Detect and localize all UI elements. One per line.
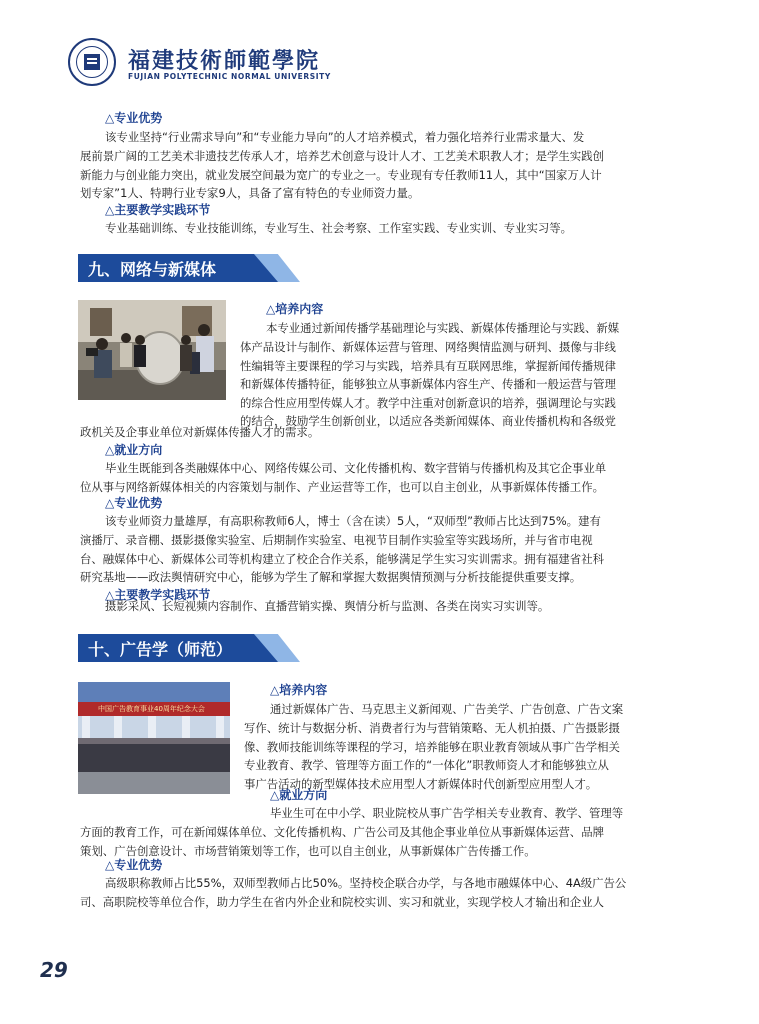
sec8-practice-heading: △主要教学实践环节 — [105, 203, 211, 217]
sec8-advantage-heading: △专业优势 — [105, 111, 163, 125]
text-line: 和新媒体传播特征，能够独立从事新媒体内容生产、传播和一般运营与管理 — [240, 377, 616, 392]
text-line: 展前景广阔的工艺美术非遗技艺传承人才，培养艺术创意与设计人才、工艺美术职教人才；是学生实践创 — [80, 149, 604, 163]
sec9-career-text — [105, 459, 690, 478]
text-line: 台、融媒体中心、新媒体公司等机构建立了校企合作关系，能够满足学生实习实训需求。拥有福建省社科 — [80, 551, 604, 566]
sec10-cultivate-text-cont — [244, 719, 690, 793]
section-title-text: 十、广告学（师范） — [88, 640, 233, 659]
school-header — [68, 38, 368, 88]
text-line: 演播厅、录音棚、摄影摄像实验室、后期制作实验室、电视节目制作实验室等实践场所，并与省市电视 — [80, 533, 593, 547]
sec9-advantage-text — [105, 512, 690, 531]
sec10-advantage-text-cont — [80, 893, 690, 912]
text-line: 的结合，鼓励学生创新创业，以适应各类新闻媒体、商业传播机构和各级党 — [240, 414, 616, 429]
sec8-advantage-text — [105, 128, 685, 147]
text-line: 通过新媒体广告、马克思主义新闻观、广告美学、广告创意、广告文案 — [270, 702, 624, 716]
sec9-cultivate-text-cont — [240, 338, 690, 431]
text-line: 策划、广告创意设计、市场营销策划等工作，也可以自主创业，从事新媒体广告传播工作。 — [80, 843, 536, 858]
network-media-photo — [78, 300, 226, 400]
advertising-group-photo — [78, 682, 230, 794]
sec10-career-text-cont — [80, 823, 690, 860]
text-line: 事广告活动的新型媒体技术应用型人才新媒体时代创新型应用型人才。 — [244, 776, 598, 791]
text-line: 毕业生可在中小学、职业院校从事广告学相关专业教育、教学、管理等 — [270, 806, 624, 820]
sec10-cultivate-heading: △培养内容 — [270, 683, 328, 697]
page-number: 29 — [40, 958, 68, 982]
text-line: 新能力与创业能力突出，就业发展空间最为宽广的专业之一。专业现有专任教师11人，其中“国家万人计 — [80, 167, 602, 182]
text-line: 专业教育、教学、管理等方面工作的“一体化”职教师资人才和能够独立从 — [244, 758, 609, 773]
school-name-en: FUJIAN POLYTECHNIC NORMAL UNIVERSITY — [128, 72, 331, 81]
section-title-advertising — [78, 634, 308, 662]
sec9-cultivate-tail — [80, 423, 690, 442]
text-line: 该专业师资力量雄厚，有高职称教师6人，博士（含在读）5人，“双师型”教师占比达到75%。建有 — [105, 514, 601, 528]
text-line: 摄影采风、长短视频内容制作、直播营销实操、舆情分析与监测、各类在岗实习实训等。 — [105, 599, 550, 613]
sec8-advantage-text-cont — [80, 147, 690, 203]
section-title-network-media — [78, 254, 308, 282]
sec8-practice-text — [105, 219, 685, 238]
school-seal-icon — [68, 38, 116, 86]
sec10-advantage-text — [105, 874, 690, 893]
sec9-career-heading: △就业方向 — [105, 443, 163, 457]
text-line: 高级职称教师占比55%，双师型教师占比50%。坚持校企联合办学，与各地市融媒体中心、4A级广告公 — [105, 876, 627, 890]
text-line: 研究基地——政法舆情研究中心，能够为学生了解和掌握大数据舆情预测与分析技能提供重要支撑。 — [80, 570, 582, 585]
sec9-advantage-heading: △专业优势 — [105, 496, 163, 510]
sec10-advantage-heading: △专业优势 — [105, 858, 163, 872]
text-line: 的综合性应用型传媒人才。教学中注重对创新意识的培养，强调理论与实践 — [240, 395, 616, 410]
sec9-advantage-text-cont — [80, 531, 690, 587]
sec9-career-text-cont — [80, 478, 690, 497]
sec9-cultivate-text — [266, 319, 686, 338]
text-line: 该专业坚持“行业需求导向”和“专业能力导向”的人才培养模式，着力强化培养行业需求量大、发 — [105, 130, 585, 144]
sec10-cultivate-text — [270, 700, 690, 719]
text-line: 本专业通过新闻传播学基础理论与实践、新媒体传播理论与实践、新媒 — [266, 321, 620, 335]
text-line: 司、高职院校等单位合作，助力学生在省内外企业和院校实训、实习和就业，实现学校人才输出和企业人 — [80, 895, 604, 909]
text-line: 专业基础训练、专业技能训练，专业写生、社会考察、工作室实践、专业实训、专业实习等。 — [105, 221, 573, 235]
sec9-cultivate-heading: △培养内容 — [266, 302, 324, 316]
sec10-career-heading: △就业方向 — [270, 788, 328, 802]
text-line: 政机关及企事业单位对新媒体传播人才的需求。 — [80, 425, 320, 439]
text-line: 方面的教育工作，可在新闻媒体单位、文化传播机构、广告公司及其他企事业单位从事新媒体运营、品牌 — [80, 825, 604, 839]
text-line: 像、教师技能训练等课程的学习，培养能够在职业教育领域从事广告学相关 — [244, 739, 620, 754]
school-name-cn: 福建技術師範學院 — [128, 48, 321, 74]
text-line: 划专家”1人、特聘行业专家9人，具备了富有特色的专业师资力量。 — [80, 186, 420, 201]
section-title-text: 九、网络与新媒体 — [88, 260, 217, 279]
text-line: 体产品设计与制作、新媒体运营与管理、网络舆情监测与研判、摄像与非线 — [240, 340, 616, 354]
photo-banner-text: 中国广告教育事业40周年纪念大会 — [98, 705, 205, 713]
sec10-career-text — [270, 804, 690, 823]
text-line: 毕业生既能到各类融媒体中心、网络传媒公司、文化传播机构、数字营销与传播机构及其它企事业单 — [105, 461, 607, 475]
text-line: 位从事与网络新媒体相关的内容策划与制作、产业运营等工作，也可以自主创业，从事新媒体传播工作。 — [80, 480, 604, 494]
text-line: 性编辑等主要课程的学习与实践，培养具有互联网思维，掌握新闻传播规律 — [240, 358, 616, 373]
text-line: 写作、统计与数据分析、消费者行为与营销策略、无人机拍摄、广告摄影摄 — [244, 721, 620, 735]
sec9-practice-text — [105, 597, 690, 616]
sec9-practice-heading: △主要教学实践环节 — [105, 588, 211, 602]
